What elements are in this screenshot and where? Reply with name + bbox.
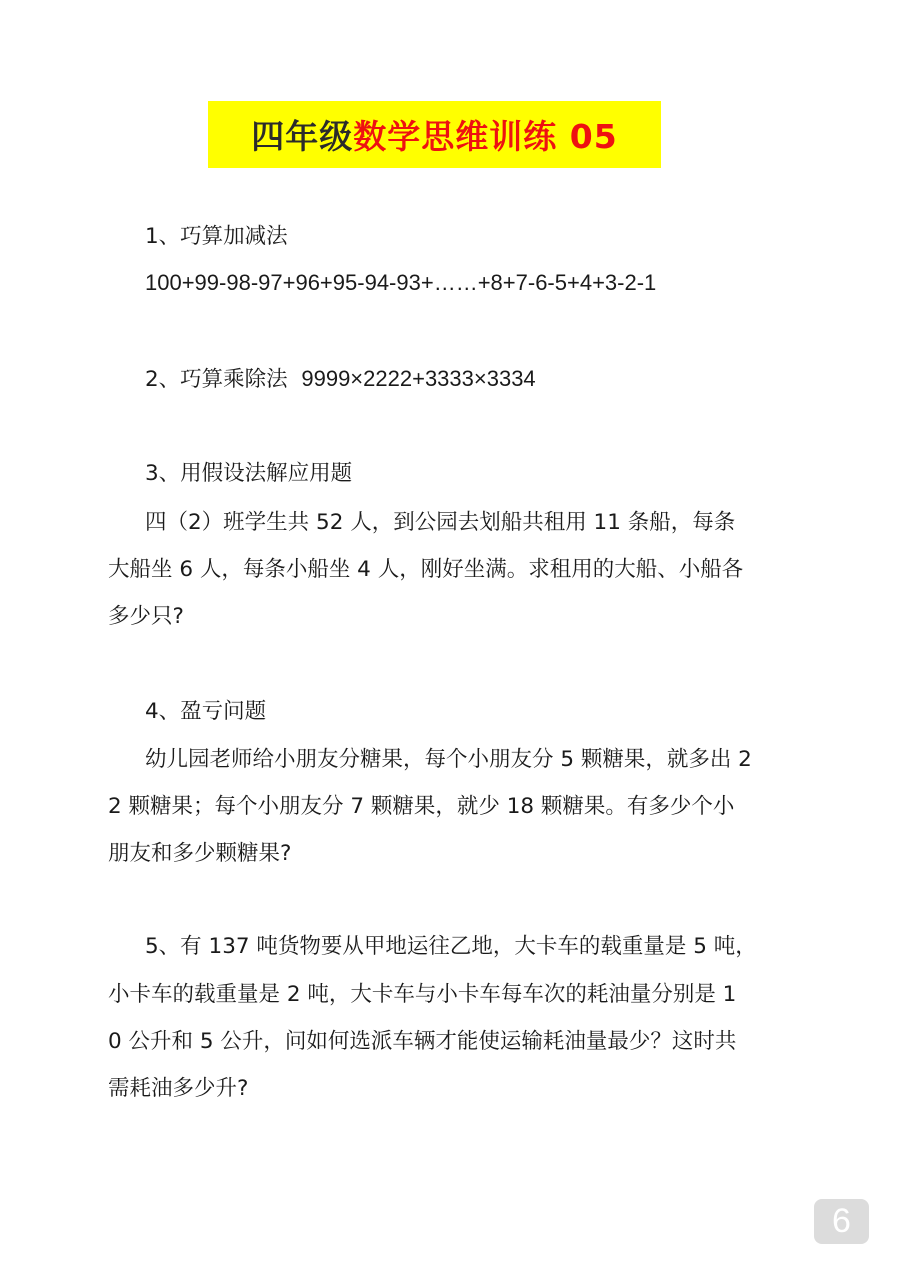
problem-1-expression: 100+99-98-97+96+95-94-93+……+8+7-6-5+4+3-2-1	[145, 270, 657, 295]
problem-4-heading: 4、盈亏问题	[145, 699, 267, 724]
problem-5-line-4: 需耗油多少升?	[108, 1076, 249, 1101]
problem-3-line-2: 大船坐 6 人，每条小船坐 4 人，刚好坐满。求租用的大船、小船各	[108, 557, 744, 582]
problem-3-line-3: 多少只?	[108, 604, 184, 629]
problem-5-line-2: 小卡车的载重量是 2 吨，大卡车与小卡车每车次的耗油量分别是 1	[108, 982, 737, 1007]
title-grade: 四年级	[251, 117, 354, 156]
problem-5-line-3: 0 公升和 5 公升，问如何选派车辆才能使运输耗油量最少？这时共	[108, 1029, 737, 1054]
problem-2-expression: 9999×2222+3333×3334	[301, 366, 536, 391]
problem-4-line-2: 2 颗糖果；每个小朋友分 7 颗糖果，就少 18 颗糖果。有多少个小	[108, 794, 735, 819]
page-number-badge: 6	[814, 1199, 869, 1244]
problem-4-line-3: 朋友和多少颗糖果?	[108, 841, 292, 866]
problem-2-heading	[145, 364, 536, 395]
problem-3-line-1: 四（2）班学生共 52 人，到公园去划船共租用 11 条船，每条	[145, 510, 736, 535]
problem-3-heading: 3、用假设法解应用题	[145, 461, 353, 486]
title-subject: 数学思维训练 05	[353, 117, 618, 156]
problem-1-heading: 1、巧算加减法	[145, 224, 288, 249]
problem-2-heading-text: 2、巧算乘除法	[145, 367, 288, 392]
problem-5-line-1: 5、有 137 吨货物要从甲地运往乙地，大卡车的载重量是 5 吨，	[145, 934, 757, 959]
page-title	[208, 101, 661, 168]
problem-4-line-1: 幼儿园老师给小朋友分糖果，每个小朋友分 5 颗糖果，就多出 2	[145, 747, 752, 772]
